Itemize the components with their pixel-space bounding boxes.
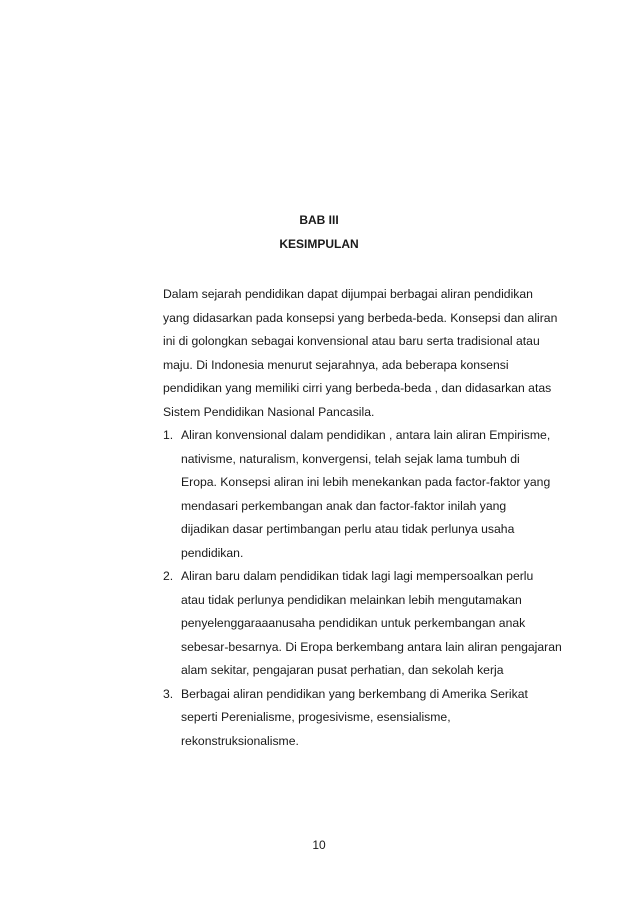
text-line: rekonstruksionalisme.: [181, 733, 299, 748]
list-item: [163, 683, 563, 754]
text-line: Berbagai aliran pendidikan yang berkembang di Amerika Serikat: [181, 686, 528, 701]
text-line: alam sekitar, pengajaran pusat perhatian, dan sekolah kerja: [181, 663, 504, 677]
text-line: Eropa. Konsepsi aliran ini lebih menekankan pada factor-faktor yang: [181, 475, 551, 489]
conclusion-list: [163, 424, 563, 753]
text-line: seperti Perenialisme, progesivisme, esensialisme,: [181, 710, 451, 724]
text-line: ini di golongkan sebagai konvensional atau baru serta tradisional atau: [163, 334, 540, 348]
chapter-heading: BAB III: [299, 213, 339, 227]
list-item: [163, 565, 563, 683]
text-line: pendidikan yang memiliki cirri yang berbeda-beda , dan didasarkan atas: [163, 381, 552, 395]
text-line: penyelenggaraaanusaha pendidikan untuk perkembangan anak: [181, 616, 526, 630]
intro-paragraph: [163, 283, 563, 424]
list-item: [163, 424, 563, 565]
text-line: yang didasarkan pada konsepsi yang berbeda-beda. Konsepsi dan aliran: [163, 310, 558, 325]
text-line: maju. Di Indonesia menurut sejarahnya, ada beberapa konsensi: [163, 357, 509, 372]
text-line: mendasari perkembangan anak dan factor-faktor inilah yang: [181, 498, 507, 513]
text-line: nativisme, naturalism, konvergensi, telah sejak lama tumbuh di: [181, 451, 520, 466]
text-line: atau tidak perlunya pendidikan melainkan lebih mengutamakan: [181, 592, 522, 607]
list-number: 1.: [163, 428, 174, 442]
text-line: Aliran baru dalam pendidikan tidak lagi lagi mempersoalkan perlu: [181, 569, 534, 583]
text-line: Sistem Pendidikan Nasional Pancasila.: [163, 404, 375, 419]
list-number: 3.: [163, 686, 174, 701]
text-line: dijadikan dasar pertimbangan perlu atau tidak perlunya usaha: [181, 522, 515, 536]
list-number: 2.: [163, 569, 174, 583]
body-text: [163, 283, 563, 753]
text-line: pendidikan.: [181, 545, 244, 560]
chapter-title: KESIMPULAN: [279, 237, 359, 251]
text-line: Aliran konvensional dalam pendidikan , antara lain aliran Empirisme,: [181, 428, 551, 442]
text-line: Dalam sejarah pendidikan dapat dijumpai berbagai aliran pendidikan: [163, 287, 533, 301]
text-line: sebesar-besarnya. Di Eropa berkembang antara lain aliran pengajaran: [181, 639, 562, 654]
page-number: 10: [312, 838, 326, 852]
